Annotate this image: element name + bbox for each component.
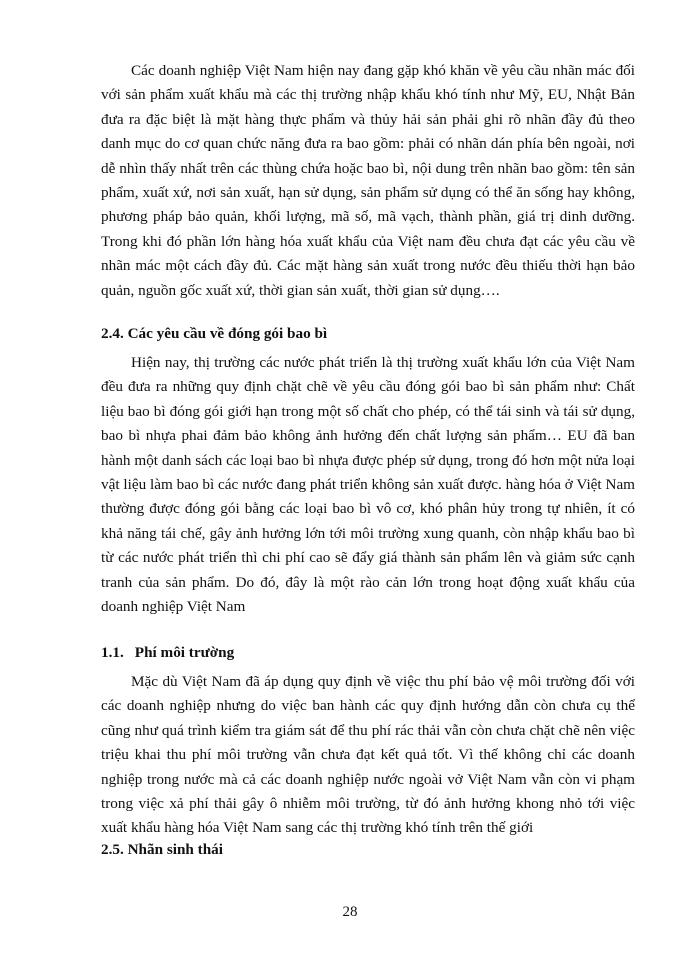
labeling-paragraph [101, 59, 635, 303]
page-number: 28 [342, 904, 358, 920]
section-heading-packaging: 2.4. Các yêu cầu về đóng gói bao bì [101, 325, 328, 342]
paragraph-packaging-requirements: Hiện nay, thị trường các nước phát triển là thị trường xuất khẩu lớn của Việt Nam đều đưa ra những quy định chặt chẽ về yêu cầu đóng gói bao bì sản phẩm như: Chất liệu bao bì đóng gói giới hạn trong một số chất cho phép, có thể tái sinh và tái sử dụng, bao bì nhựa phai đảm bảo không ảnh hưởng đến chất lượng sản phẩm… EU đã ban hành một danh sách các loại bao bì nhựa được phép sử dụng, trong đó hơn một nửa loại vật liệu làm bao bì các nước đang phát triển không sản xuất được. hàng hóa ở Việt Nam thường được đóng gói bằng các loại bao bì vô cơ, khó phân hủy trong tự nhiên, ít có khả năng tái chế, gây ảnh hưởng lớn tới môi trường xung quanh, còn nhập khẩu bao bì từ các nước phát triển thì chi phí cao sẽ đẩy giá thành sản phẩm lên và giảm sức cạnh tranh của sản phẩm. Do đó, đây là một rào cản lớn trong hoạt động xuất khẩu của doanh nghiệp Việt Nam [101, 354, 635, 616]
heading-number: 1.1. [101, 644, 124, 661]
section-heading-eco-label: 2.5. Nhãn sinh thái [101, 841, 223, 858]
packaging-paragraph [101, 351, 635, 619]
section-heading-environment-fee [101, 644, 234, 662]
environment-fee-paragraph [101, 670, 635, 841]
paragraph-environment-fee: Mặc dù Việt Nam đã áp dụng quy định về việc thu phí bảo vệ môi trường đối với các doanh nghiệp nhưng do việc ban hành các quy định hướng dẫn còn chưa cụ thể cũng như quá trình kiểm tra giám sát để thu phí rác thải vẫn còn chưa chặt chẽ nên việc triệu khai thu phí môi trường vẫn chưa đạt kết quả tốt. Vì thế không chỉ các doanh nghiệp trong nước mà cả các doanh nghiệp nước ngoài vở Việt Nam vẫn còn vi phạm trong việc xả phí thải gây ô nhiễm môi trường, từ đó ảnh hưởng khong nhỏ tới việc xuất khẩu hàng hóa Việt Nam sang các thị trường khó tính trên thế giới [101, 673, 635, 837]
heading-title: Phí môi trường [134, 644, 235, 661]
paragraph-labeling-requirements: Các doanh nghiệp Việt Nam hiện nay đang gặp khó khăn về yêu cầu nhãn mác đối với sản phẩm xuất khẩu mà các thị trường nhập khẩu khó tính như Mỹ, EU, Nhật Bản đưa ra đặc biệt là mặt hàng thực phẩm và thủy hải sản phải ghi rõ nhãn đầy đủ theo danh mục do cơ quan chức năng đưa ra bao gồm: phải có nhãn dán phía bên ngoài, nơi dễ nhìn thấy nhất trên các thùng chứa hoặc bao bì, nội dung trên nhãn bao gồm: tên sản phẩm, xuất xứ, nơi sản xuất, hạn sử dụng, sản phẩm sử dụng có thể ăn sống hay không, phương pháp bảo quản, khối lượng, mã số, mã vạch, thành phần, giá trị dinh dưỡng. Trong khi đó phần lớn hàng hóa xuất khẩu của Việt nam đều chưa đạt các yêu cầu về nhãn mác một cách đầy đủ. Các mặt hàng sản xuất trong nước đều thiếu thời hạn bảo quản, nguồn gốc xuất xứ, thời gian sản xuất, thời gian sử dụng…. [101, 62, 635, 299]
